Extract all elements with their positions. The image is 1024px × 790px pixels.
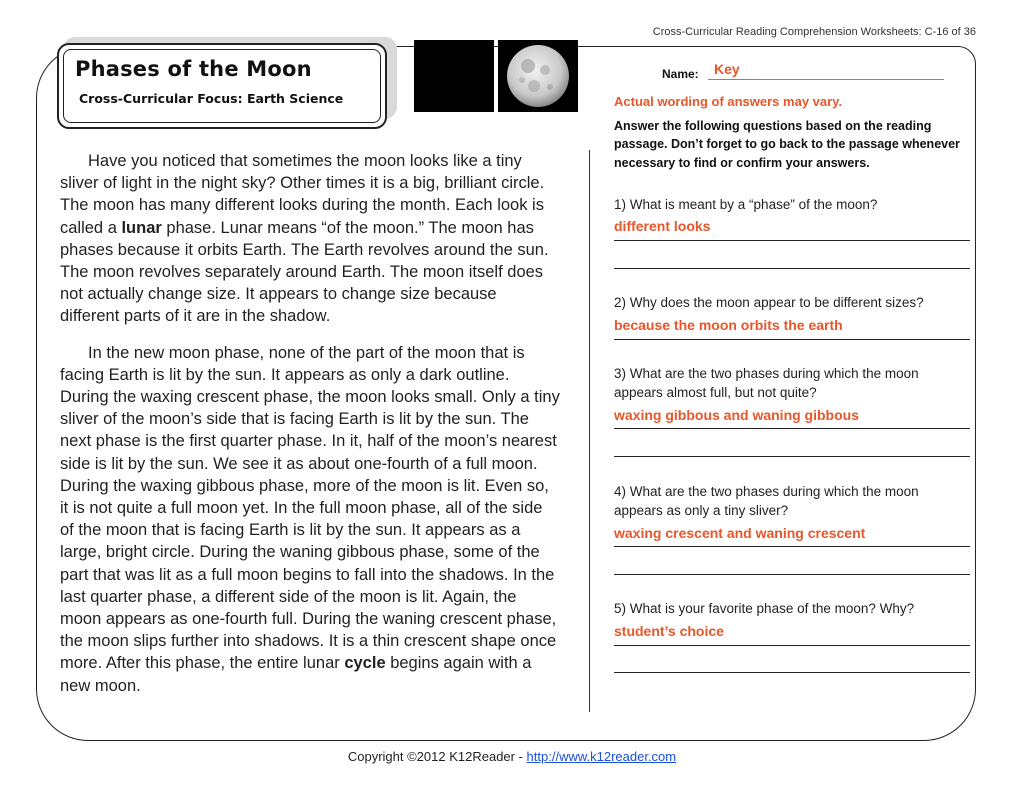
title-box [57,43,387,129]
answer-line [614,240,970,241]
vocab-word-cycle: cycle [344,654,386,673]
copyright-text: Copyright ©2012 K12Reader - [347,749,527,764]
question-5: 5) What is your favorite phase of the moon? Why? [614,601,915,616]
worksheet-title: Phases of the Moon [75,57,312,81]
name-line [708,79,944,80]
website-link[interactable]: http://www.k12reader.com [526,749,677,764]
answer-line [614,268,970,269]
answer-line [614,339,970,340]
question-2: 2) Why does the moon appear to be different sizes? [614,295,924,310]
worksheet-header-note: Cross-Curricular Reading Comprehension Worksheets: C-16 of 36 [652,26,976,38]
crescent-moon-photo [414,40,494,112]
name-field-value[interactable]: Key [714,61,740,77]
vocab-word-lunar: lunar [121,218,162,237]
answer-1[interactable]: different looks [614,218,711,234]
name-label: Name: [662,67,699,81]
column-divider [589,150,590,712]
name-row [662,61,972,81]
answer-line [614,546,970,547]
answers-note: Actual wording of answers may vary. [614,94,843,109]
answer-line [614,574,970,575]
answer-line [614,428,970,429]
passage-paragraph-1 [60,150,560,328]
answer-line [614,672,970,673]
full-moon-photo [498,40,578,112]
footer [0,749,1024,764]
worksheet-subtitle: Cross-Curricular Focus: Earth Science [79,91,344,106]
answer-3[interactable]: waxing gibbous and waning gibbous [614,407,859,423]
passage-text: phase. Lunar means “of the moon.” The moon has phases because it orbits Earth. The Earth revolves around the sun. The moon revolves separately around Earth. The moon itself does not actually change size. It appears to change size because different parts of it are in the shadow. [60,218,549,326]
answer-line [614,456,970,457]
answer-4[interactable]: waxing crescent and waning crescent [614,525,866,541]
answer-line [614,645,970,646]
question-3: 3) What are the two phases during which the moon appears almost full, but not quite? [614,366,919,400]
instructions: Answer the following questions based on the reading passage. Don’t forget to go back to the passage whenever necessary to find or confirm your answers. [614,119,960,170]
question-1: 1) What is meant by a “phase” of the moon? [614,197,878,212]
passage-text: Have you noticed that sometimes the moon looks like a tiny sliver of light in the night sky? Other times it is a big, brilliant circle. The moon has many different looks during the month. Each look is called a [60,152,545,237]
answer-5[interactable]: student’s choice [614,623,724,639]
question-4: 4) What are the two phases during which the moon appears as only a tiny sliver? [614,484,919,518]
passage-text: begins again with a new moon. [60,654,532,695]
passage-text: In the new moon phase, none of the part of the moon that is facing Earth is lit by the sun. It appears as only a dark outline. During the waxing crescent phase, the moon looks small. Only a tiny sliver of the moon’s side that is facing Earth is lit by the sun. The next phase is the first quarter phase. In it, half of the moon’s nearest side is lit by the sun. We see it as about one-fourth of a full moon. During the waxing gibbous phase, more of the moon is lit. Even so, it is not quite a full moon yet. In the full moon phase, all of the side of the moon that is facing Earth is lit by the sun. It appears as a large, bright circle. During the waning gibbous phase, some of the part that was lit as a full moon begins to fall into the shadows. In the last quarter phase, a different side of the moon is lit. Again, the moon appears as one-fourth full. During the waning crescent phase, the moon slips further into shadows. It is a thin crescent shape once more. After this phase, the entire lunar [60,343,560,673]
passage-paragraph-2 [60,342,560,697]
answer-2[interactable]: because the moon orbits the earth [614,317,843,333]
reading-passage [60,150,560,697]
